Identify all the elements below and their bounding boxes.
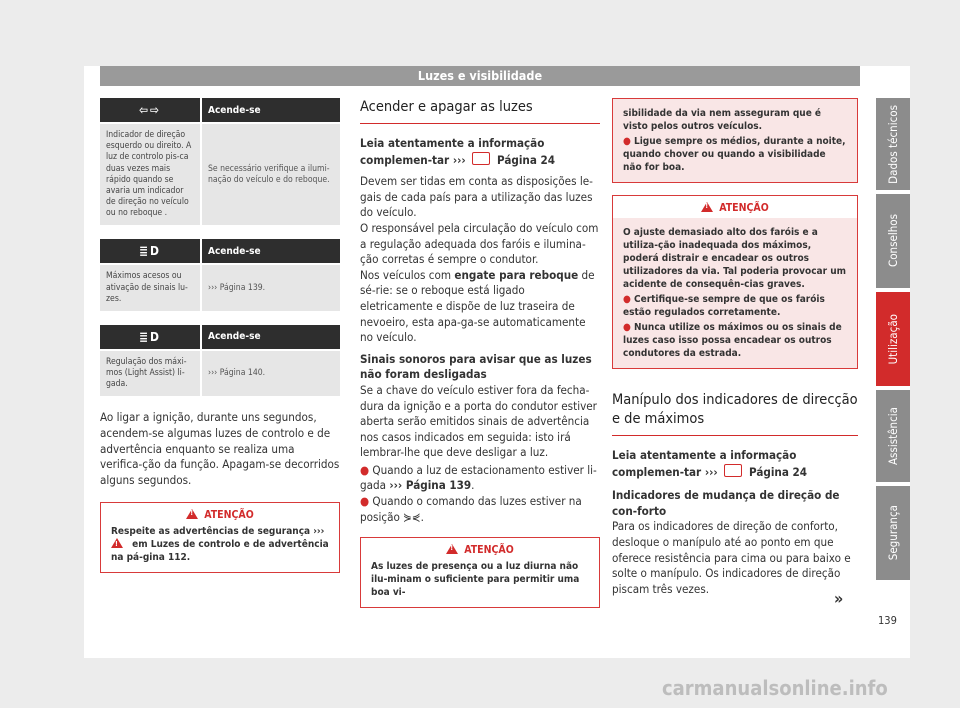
warning-icon	[701, 202, 713, 212]
high-beam-icon: ≣D	[138, 244, 161, 259]
tab-assistencia[interactable]: Assistência	[876, 390, 910, 482]
bullet-item: ● Certifique-se sempre de que os faróis estão regulados corretamente.	[623, 294, 825, 318]
table-header: Acende-se	[201, 325, 340, 349]
paragraph: Devem ser tidas em conta as disposições le-gais de cada país para a utilização das luzes do veículo.	[360, 174, 593, 220]
bullet-item: ● Ligue sempre os médios, durante a noite, quando chover ou quando a visibilidade não for boa.	[623, 136, 846, 173]
light-assist-icon: ≣D	[138, 329, 161, 344]
column-3	[612, 98, 858, 597]
page-link[interactable]: Página 24	[745, 464, 808, 479]
column-2	[360, 98, 600, 608]
warning-title: ATENÇÃO	[719, 202, 769, 214]
watermark: carmanualsonline.info	[662, 676, 888, 700]
table-header: Acende-se	[201, 98, 340, 122]
subheading: Indicadores de mudança de direção de con-forto	[612, 488, 840, 518]
table-header: Acende-se	[201, 239, 340, 263]
lead-text: Leia atentamente a informação complemen-tar ›››	[360, 136, 545, 167]
warning-title: ATENÇÃO	[464, 544, 514, 557]
indicator-table-light-assist	[100, 325, 340, 397]
page-link[interactable]: Página 24	[493, 152, 556, 167]
warning-text: As luzes de presença ou a luz diurna não ilu-minam o suficiente para permitir uma boa vi-	[371, 561, 580, 599]
bullet-item: ● Quando a luz de estacionamento estiver li-gada ››› Página 139.	[360, 462, 597, 493]
table-cell: Máximos acesos ou ativação de sinais lu-zes.	[100, 265, 201, 311]
next-page-icon[interactable]: »	[834, 589, 844, 608]
indicator-table-turn-signal	[100, 98, 340, 225]
chapter-tabs	[876, 98, 910, 584]
warning-box	[360, 537, 600, 608]
table-cell-link[interactable]: ››› Página 139.	[201, 265, 340, 311]
warning-box	[100, 502, 340, 573]
warning-icon	[446, 544, 458, 554]
tab-dados-tecnicos[interactable]: Dados técnicos	[876, 98, 910, 190]
lead-text: Leia atentamente a informação complemen-tar ›››	[612, 448, 797, 479]
paragraph: Nos veículos com	[360, 267, 455, 282]
table-cell-link[interactable]: ››› Página 140.	[201, 351, 340, 397]
column-1	[100, 98, 340, 573]
book-icon	[472, 152, 490, 165]
paragraph: Ao ligar a ignição, durante uns segundos, acendem-se algumas luzes de controlo e de advertência enquanto se realiza uma verifica-ção da função. Apagam-se decorridos alguns segundos.	[100, 410, 340, 487]
tab-utilizacao[interactable]: Utilização	[876, 292, 910, 386]
turn-signal-icon: ⇦⇨	[138, 103, 162, 117]
page-number: 139	[878, 614, 897, 627]
paragraph: de sé-rie: se o reboque está ligado eletricamente e dispõe de luz traseira de nevoeiro, esta apa-ga-se automaticamente no veículo.	[360, 267, 595, 345]
paragraph: Para os indicadores de direção de conforto, desloque o manípulo até ao ponto em que oferece resistência para cima ou para baixo e solte o manípulo. Os indicadores de direção piscam três vezes.	[612, 519, 851, 596]
warning-icon	[111, 538, 123, 548]
section-title: Manípulo dos indicadores de direcção e de máximos	[612, 391, 858, 436]
indicator-table-high-beam	[100, 239, 340, 311]
page-link[interactable]: ››› Página 139	[389, 478, 472, 493]
bullet-item: ● Nunca utilize os máximos ou os sinais de luzes caso isso possa encadear os outros condutores da estrada.	[623, 322, 842, 359]
bold-term: engate para reboque	[454, 267, 579, 282]
warning-box	[612, 195, 858, 369]
chapter-header: Luzes e visibilidade	[100, 66, 860, 86]
warning-box-continued	[612, 98, 858, 183]
warning-text: Respeite as advertências de segurança ›››	[111, 526, 325, 538]
table-cell: Indicador de direção esquerdo ou direito. A luz de controlo pis-ca duas vezes mais rápido quando se avaria um indicador de direção no veículo ou no reboque .	[100, 124, 201, 225]
tab-seguranca[interactable]: Segurança	[876, 486, 910, 580]
bullet-item: ● Quando o comando das luzes estiver na posição ⋟⋞.	[360, 494, 582, 524]
warning-title: ATENÇÃO	[204, 509, 254, 522]
table-cell: Se necessário verifique a ilumi-nação do veículo e do reboque.	[201, 124, 340, 225]
paragraph: Se a chave do veículo estiver fora da fecha-dura da ignição e a porta do condutor estiver aberta serão emitidos sinais de advertência nos casos indicados em seguida: isto irá lembrar-lhe que deve desligar a luz.	[360, 382, 597, 460]
paragraph: O responsável pela circulação do veículo com a regulação adequada dos faróis e ilumina-ção corretas é sempre o condutor.	[360, 220, 599, 267]
table-cell: Regulação dos máxi-mos (Light Assist) li-gada.	[100, 351, 201, 397]
warning-text: sibilidade da via nem asseguram que é visto pelos outros veículos.	[623, 108, 822, 132]
book-icon	[724, 464, 742, 477]
warning-text-cont: em Luzes de controlo e de advertência na pá-gina 112.	[111, 539, 329, 564]
section-title: Acender e apagar as luzes	[360, 98, 600, 124]
warning-text: O ajuste demasiado alto dos faróis e a utiliza-ção inadequada dos máximos, poderá distrair e encadear os outros utilizadores da via. Tal poderia provocar um acidente de consequên-cias graves.	[623, 227, 846, 290]
warning-icon	[186, 509, 198, 519]
subheading: Sinais sonoros para avisar que as luzes não foram desligadas	[360, 351, 592, 382]
tab-conselhos[interactable]: Conselhos	[876, 194, 910, 288]
